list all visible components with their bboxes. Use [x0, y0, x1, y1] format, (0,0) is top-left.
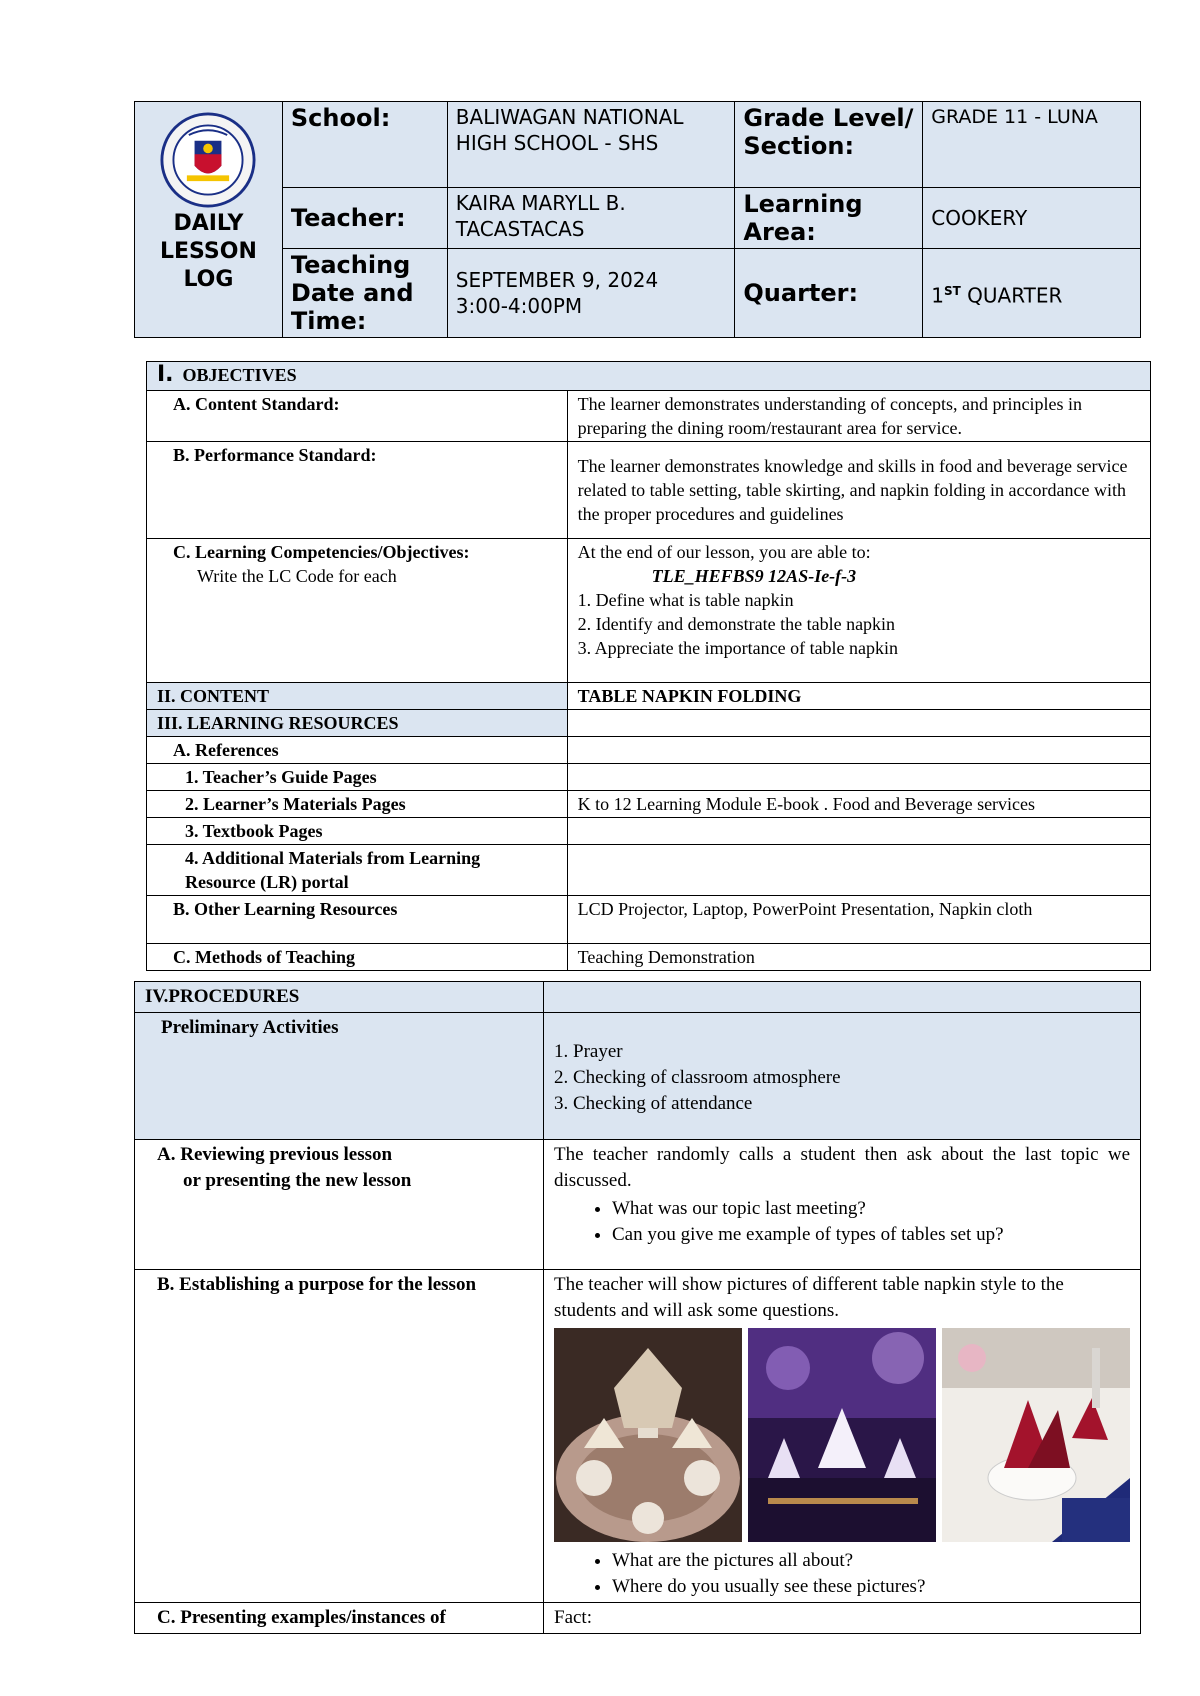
teaching-date-value [447, 249, 735, 338]
teachers-guide-label: 1. Teacher’s Guide Pages [147, 764, 568, 791]
objective-item-2: 2. Identify and demonstrate the table napkin [577, 614, 896, 634]
presenting-value: Fact: [544, 1603, 1141, 1634]
textbook-value [567, 818, 1150, 845]
time-text: 3:00-4:00PM [455, 294, 583, 318]
procedures-title: IV.PROCEDURES [135, 982, 544, 1013]
purpose-label: B. Establishing a purpose for the lesson [135, 1270, 544, 1603]
napkin-pictures [554, 1328, 1130, 1542]
purpose-text: The teacher will show pictures of different table napkin style to the students and will ask some questions. [554, 1274, 1064, 1321]
content-label: II. CONTENT [147, 683, 568, 710]
purpose-questions [554, 1548, 1130, 1600]
header-table [134, 101, 1141, 338]
objectives-title: OBJECTIVES [182, 365, 297, 385]
methods-value: Teaching Demonstration [567, 944, 1150, 971]
review-text: The teacher randomly calls a student then ask about the last topic we discussed. [554, 1144, 1130, 1191]
references-label: A. References [147, 737, 568, 764]
review-question-2: • Can you give me example of types of tables set up? [612, 1222, 1130, 1248]
preliminary-list [544, 1013, 1141, 1140]
teacher-label: Teacher: [282, 188, 447, 249]
purpose-question-1: • What are the pictures all about? [612, 1548, 1130, 1574]
content-standard-text: The learner demonstrates understanding of concepts, and principles in preparing the dining room/restaurant area for service. [567, 391, 1150, 442]
methods-label: C. Methods of Teaching [147, 944, 568, 971]
review-content [544, 1140, 1141, 1270]
performance-standard-text: The learner demonstrates knowledge and skills in food and beverage service related to table setting, table skirting, and napkin folding in accordance with the proper procedures and guidelines [567, 442, 1150, 539]
objectives-roman: I. [157, 362, 174, 387]
objective-item-1: 1. Define what is table napkin [577, 590, 794, 610]
lc-code: TLE_HEFBS9 12AS-Ie-f-3 [651, 566, 857, 586]
preliminary-item-3: 3. Checking of attendance [554, 1093, 753, 1114]
quarter-value [923, 249, 1141, 338]
napkin-photo-red-fold [942, 1328, 1130, 1542]
review-label-line2: or presenting the new lesson [183, 1170, 412, 1191]
competencies-intro: At the end of our lesson, you are able to: [577, 542, 871, 562]
content-standard-label: A. Content Standard: [147, 391, 568, 442]
performance-standard-label: B. Performance Standard: [147, 442, 568, 539]
objective-item-3: 3. Appreciate the importance of table napkin [577, 638, 899, 658]
learning-area-label: Learning Area: [735, 188, 923, 249]
deped-seal-icon [160, 112, 256, 208]
review-label-line1: A. Reviewing previous lesson [157, 1144, 393, 1165]
preliminary-item-1: 1. Prayer [554, 1041, 623, 1062]
references-empty [567, 737, 1150, 764]
grade-value: GRADE 11 - LUNA [923, 102, 1141, 188]
additional-materials-value [567, 845, 1150, 896]
competencies-cell [147, 539, 568, 683]
preliminary-item-2: 2. Checking of classroom atmosphere [554, 1067, 841, 1088]
content-value: TABLE NAPKIN FOLDING [567, 683, 1150, 710]
procedures-table [134, 981, 1141, 1634]
competencies-sub: Write the LC Code for each [197, 566, 397, 586]
competencies-content [567, 539, 1150, 683]
date-text: SEPTEMBER 9, 2024 [455, 268, 659, 292]
purpose-question-2: • Where do you usually see these pictures? [612, 1574, 1130, 1600]
logo-cell [135, 102, 283, 338]
objectives-heading [147, 362, 1151, 391]
quarter-ordinal: ST [943, 283, 961, 298]
teacher-value: KAIRA MARYLL B. TACASTACAS [447, 188, 735, 249]
grade-label: Grade Level/Section: [735, 102, 923, 188]
napkin-photo-purple-gala [748, 1328, 936, 1542]
resources-empty [567, 710, 1150, 737]
additional-materials-label: 4. Additional Materials from Learning Resource (LR) portal [147, 845, 568, 896]
teachers-guide-value [567, 764, 1150, 791]
quarter-label: Quarter: [735, 249, 923, 338]
review-question-1: • What was our topic last meeting? [612, 1196, 1130, 1222]
review-questions [554, 1196, 1130, 1248]
school-label: School: [282, 102, 447, 188]
napkin-photo-banquet [554, 1328, 742, 1542]
other-resources-label: B. Other Learning Resources [147, 896, 568, 944]
competencies-label: C. Learning Competencies/Objectives: [173, 542, 470, 562]
learners-materials-value: K to 12 Learning Module E-book . Food and Beverage services [567, 791, 1150, 818]
procedures-title-empty [544, 982, 1141, 1013]
textbook-label: 3. Textbook Pages [147, 818, 568, 845]
school-value: BALIWAGAN NATIONAL HIGH SCHOOL - SHS [447, 102, 735, 188]
quarter-number: 1 [931, 283, 944, 308]
review-label-cell [135, 1140, 544, 1270]
learners-materials-label: 2. Learner’s Materials Pages [147, 791, 568, 818]
daily-lesson-log-title: DAILY LESSON LOG [160, 211, 257, 292]
learning-area-value: COOKERY [923, 188, 1141, 249]
presenting-label: C. Presenting examples/instances of [135, 1603, 544, 1634]
other-resources-value: LCD Projector, Laptop, PowerPoint Presentation, Napkin cloth [567, 896, 1150, 944]
quarter-word: QUARTER [967, 283, 1063, 308]
resources-label: III. LEARNING RESOURCES [147, 710, 568, 737]
purpose-content [544, 1270, 1141, 1603]
preliminary-label: Preliminary Activities [135, 1013, 544, 1140]
teaching-date-label: Teaching Date and Time: [282, 249, 447, 338]
objectives-table [146, 361, 1151, 971]
